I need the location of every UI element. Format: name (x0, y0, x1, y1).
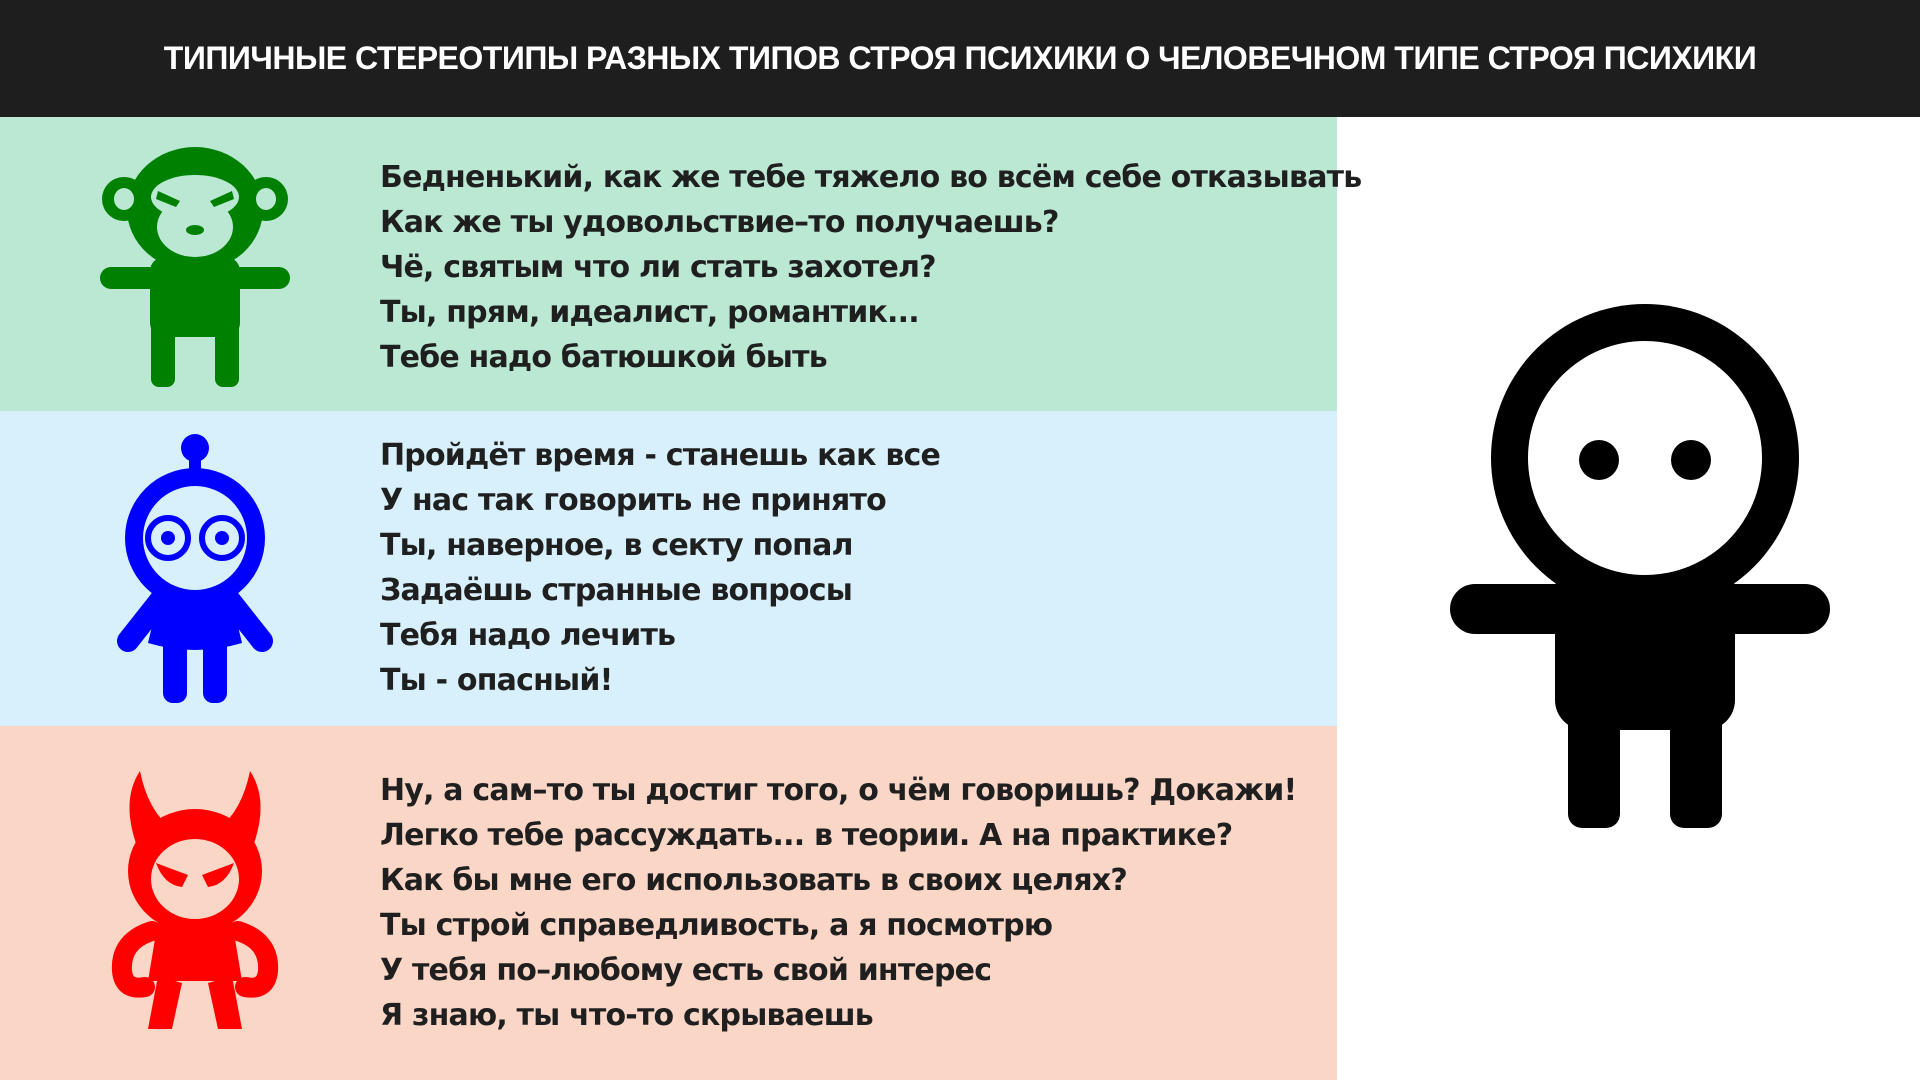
list-item: Чё, святым что ли стать захотел? (380, 250, 936, 285)
list-item: Тебя надо лечить (380, 618, 676, 653)
list-item: Ты строй справедливость, а я посмотрю (380, 908, 1053, 943)
list-item: Ну, а сам–то ты достиг того, о чём говоришь? Докажи! (380, 773, 1297, 808)
band-devil-lines (380, 768, 1296, 1038)
list-item: Ты, прям, идеалист, романтик... (380, 295, 919, 330)
monkey-icon (100, 147, 290, 387)
list-item: Как бы мне его использовать в своих целях? (380, 863, 1127, 898)
list-item: Пройдёт время - станешь как все (380, 438, 941, 473)
band-devil (0, 726, 1337, 1080)
list-item: Ты - опасный! (380, 663, 613, 698)
list-item: Задаёшь странные вопросы (380, 573, 853, 608)
list-item: Легко тебе рассуждать... в теории. А на практике? (380, 818, 1233, 853)
human-icon (1440, 300, 1840, 840)
devil-icon (100, 771, 290, 1031)
band-robot (0, 411, 1337, 726)
band-robot-lines (380, 433, 940, 703)
header-bar (0, 0, 1920, 117)
list-item: Я знаю, ты что-то скрываешь (380, 998, 873, 1033)
list-item: Тебе надо батюшкой быть (380, 340, 827, 375)
page-title: ТИПИЧНЫЕ СТЕРЕОТИПЫ РАЗНЫХ ТИПОВ СТРОЯ ПСИХИКИ О ЧЕЛОВЕЧНОМ ТИПЕ СТРОЯ ПСИХИКИ (163, 40, 1757, 76)
list-item: У тебя по–любому есть свой интерес (380, 953, 992, 988)
robot-icon (100, 433, 290, 703)
list-item: Как же ты удовольствие–то получаешь? (380, 205, 1059, 240)
band-animal (0, 117, 1362, 411)
band-animal-lines (380, 155, 1361, 380)
list-item: У нас так говорить не принято (380, 483, 886, 518)
list-item: Бедненький, как же тебе тяжело во всём себе отказывать (380, 160, 1362, 195)
list-item: Ты, наверное, в секту попал (380, 528, 853, 563)
